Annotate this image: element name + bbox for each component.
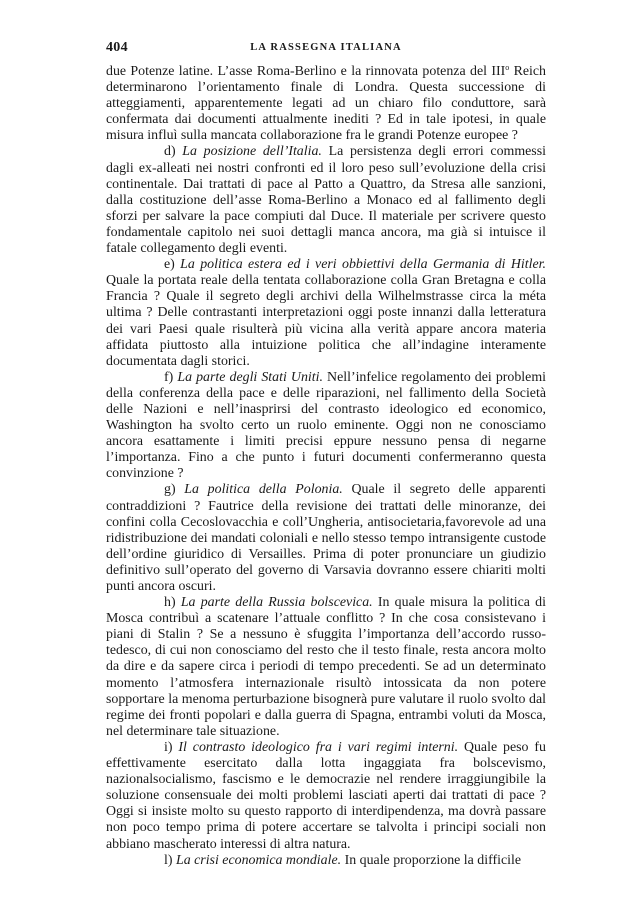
section-letter: l) — [164, 852, 173, 868]
running-head — [106, 40, 546, 56]
section-text: In quale misura la politica di Mosca contribuì a scatenare l’attuale conflitto ? In che cosa consistevano i piani di Stalin ? Se a nessuno è sfuggita l’importanza dell’accordo russo-tedesco, di cui non conosciamo del resto che il testo finale, resta ancora molto da dire e da sapere circa i periodi di tempo precedenti. Se ad un determinato momento l’atmosfera internazionale risultò intossicata da non potere sopportare la menoma perturbazione bisognerà pure valutare il ruolo svolto dal regime dei fronti popolari e dalla guerra di Spagna, entrambi voluti da Mosca, nel determinare tale situazione. — [106, 595, 546, 739]
section-f — [106, 370, 546, 483]
section-title: La parte degli Stati Uniti. — [177, 369, 323, 385]
section-letter: f) — [164, 369, 174, 385]
section-text: In quale proporzione la difficile — [344, 852, 521, 868]
section-title: La politica della Polonia. — [184, 482, 343, 498]
section-text: Quale peso fu effettivamente esercitato dalla lotta ingaggiata fra bolscevismo, nazionalsocialismo, fascismo e le democrazie nel rendere irraggiungibile la soluzione consensuale dei molti problemi lasciati aperti dai trattati di pace ? Oggi si insiste molto su questo rapporto di interdipendenza, ma dovrà passare non poco tempo prima di potere accertare se talvolta i principi sociali non abbiano mascherato interessi di altra natura. — [106, 739, 546, 852]
section-letter: h) — [164, 595, 176, 611]
paragraph-text: Reich determinarono l’orientamento finale di Londra. Questa successione di atteggiamenti, apparentemente legati ad un chiaro filo conduttore, sarà confermata dai documenti attualmente inediti ? Ed in tale ipotesi, in quale misura influì sulla mancata collaborazione fra le grandi Potenze europee ? — [106, 64, 546, 144]
section-text: Nell’infelice regolamento dei problemi della conferenza della pace e delle riparazioni, nel fallimento della Società delle Nazioni e nell’inasprirsi del contrasto ideologico ed economico, Washington ha svolto certo un ruolo eminente. Oggi non ne conosciamo ancora esattamente i limiti precisi eppure nessuno pensa di negarne l’importanza. Fino a che punto i futuri documenti confermeranno questa convinzione ? — [106, 369, 546, 482]
section-h — [106, 595, 546, 740]
section-e — [106, 257, 546, 370]
journal-title: LA RASSEGNA ITALIANA — [250, 42, 402, 53]
section-title: Il contrasto ideologico fra i vari regimi interni. — [178, 739, 459, 755]
section-letter: e) — [164, 257, 175, 273]
section-i — [106, 740, 546, 853]
section-d — [106, 144, 546, 257]
section-title: La parte della Russia bolscevica. — [180, 595, 373, 611]
section-title: La crisi economica mondiale. — [175, 852, 342, 868]
paragraph-text: due Potenze latine. L’asse Roma-Berlino e la rinnovata potenza del III — [106, 64, 506, 79]
body-text — [106, 64, 546, 869]
section-letter: d) — [164, 144, 176, 160]
section-letter: g) — [164, 482, 176, 498]
section-text: La persistenza degli errori commessi dagli ex-alleati nei nostri confronti ed il loro peso sull’evoluzione della crisi continentale. Dai trattati di pace al Patto a Quattro, da Stresa alle sanzioni, dalla costituzione dell’asse Roma-Berlino a Monaco ed al fallimento degli sforzi per salvare la pace compiuti dal Duce. Il materiale per scrivere questo fondamentale capitolo nei suoi dettagli manca ancora, ma già si intuisce il fatale collegamento degli eventi. — [106, 144, 546, 257]
section-g — [106, 482, 546, 595]
section-l — [106, 853, 546, 869]
ordinal-superscript: o — [505, 63, 510, 72]
section-text: Quale il segreto delle apparenti contraddizioni ? Fautrice della revisione dei trattati delle minoranze, dei confini colla Cecoslovacchia e coll’Ungheria, antisocietaria,favorevole ad una ridistribuzione dei mandati coloniali e nello stesso tempo intransigente custode dell’ordine giuridico di Versailles. Prima di poter pronunciare un giudizio definitivo sull’operato del governo di Varsavia dovranno essere chiariti molti punti ancora oscuri. — [106, 482, 546, 594]
section-text: Quale la portata reale della tentata collaborazione colla Gran Bretagna e colla Francia ? Quale il segreto degli archivi della Wilhelmstrasse circa la méta ultima ? Delle contrastanti interpretazioni oggi poste innanzi dalla letteratura dei vari Paesi quale risulterà più vicina alla verità appare ancora materia affidata piuttosto alla intuizione politica che all’indagine interamente documentata dagli storici. — [106, 273, 546, 369]
section-letter: i) — [164, 739, 173, 755]
paragraph-continuation — [106, 64, 546, 144]
page-number: 404 — [106, 40, 128, 55]
section-title: La posizione dell’Italia. — [182, 144, 322, 160]
section-title: La politica estera ed i veri obbiettivi della Germania di Hitler. — [180, 257, 546, 273]
